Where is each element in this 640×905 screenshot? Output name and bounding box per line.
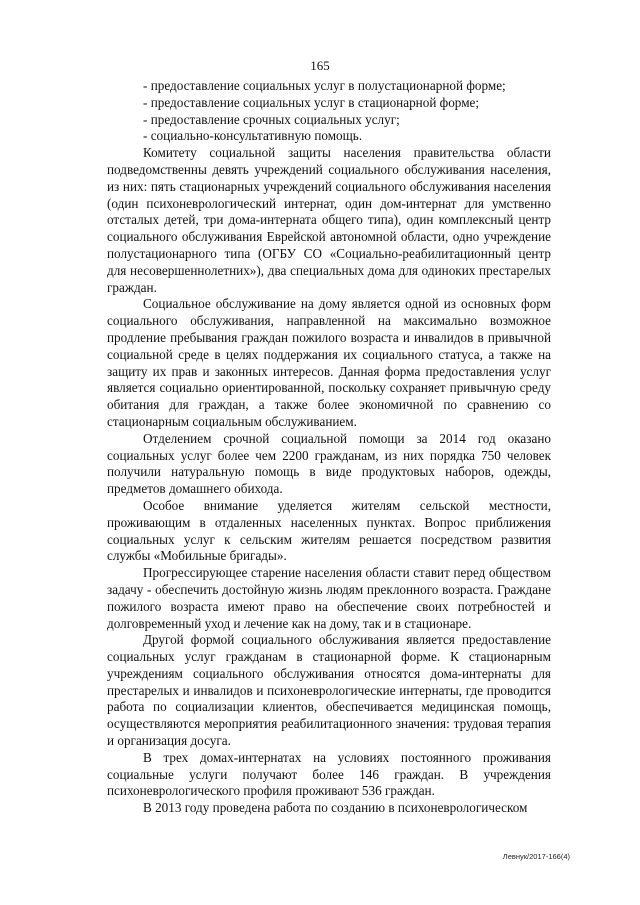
paragraph-home-service: Социальное обслуживание на дому является одной из основных форм социального обслуживания, направленной на максимально возможное продление пребывания граждан пожилого возраста и инвалидов в привычной социальной среде в целях поддержания их социального статуса, а также на защиту их прав и законных интересов. Данная форма предоставления услуг является социально ориентированной, поскольку сохраняет привычную среду обитания для граждан, а также более экономичной по сравнению со стационарным социальным обслуживанием. <box>107 296 551 429</box>
paragraph-rural: Особое внимание уделяется жителям сельской местности, проживающим в отдаленных населенных пунктах. Вопрос приближения социальных услуг к сельским жителям решается посредством развития службы «Мобильные бригады». <box>107 497 551 564</box>
paragraph-aging: Прогрессирующее старение населения области ставит перед обществом задачу - обеспечить достойную жизнь людям преклонного возраста. Граждане пожилого возраста имеют право на обеспечение своих потребностей и долговременный уход и лечение как на дому, так и в стационаре. <box>107 565 551 631</box>
body-text <box>107 78 551 817</box>
paragraph-urgent-help: Отделением срочной социальной помощи за 2014 год оказано социальных услуг более чем 2200 гражданам, из них порядка 750 человек получили натуральную помощь в виде продуктовых наборов, одежды, предметов домашнего обихода. <box>107 430 551 497</box>
list-item: - предоставление социальных услуг в полустационарной форме; <box>143 78 506 93</box>
list-item: - предоставление социальных услуг в стационарной форме; <box>143 94 480 110</box>
paragraph-residents: В трех домах-интернатах на условиях постоянного проживания социальные услуги получают более 146 граждан. В учреждения психоневрологического профиля проживают 536 граждан. <box>107 749 551 799</box>
list-item: - социально-консультативную помощь. <box>143 128 363 144</box>
footer-code: Левнук/2017-166(4) <box>502 852 570 861</box>
paragraph-2013: В 2013 году проведена работа по созданию в психоневрологическом <box>143 800 528 816</box>
list-item: - предоставление срочных социальных услуг; <box>143 111 400 127</box>
paragraph-stationary: Другой формой социального обслуживания является предоставление социальных услуг гражданам в стационарной форме. К стационарным учреждениям социального обслуживания относятся дома-интернаты для престарелых и инвалидов и психоневрологические интернаты, где проводится работа по социализации клиентов, обеспечивается медицинская помощь, осуществляются мероприятия реабилитационного значения: трудовая терапия и организация досуга. <box>107 632 551 749</box>
page-number: 165 <box>310 58 330 73</box>
paragraph-committee: Комитету социальной защиты населения правительства области подведомственны девять учреждений социального обслуживания населения, из них: пять стационарных учреждений социального обслуживания населения (один психоневрологический интернат, один дом-интернат для умственно отсталых детей, три дома-интерната общего типа), один комплексный центр социального обслуживания Еврейской автономной области, одно учреждение полустационарного типа (ОГБУ СО «Социально-реабилитационный центр для несовершеннолетних»), два специальных дома для одиноких престарелых граждан. <box>107 145 551 295</box>
